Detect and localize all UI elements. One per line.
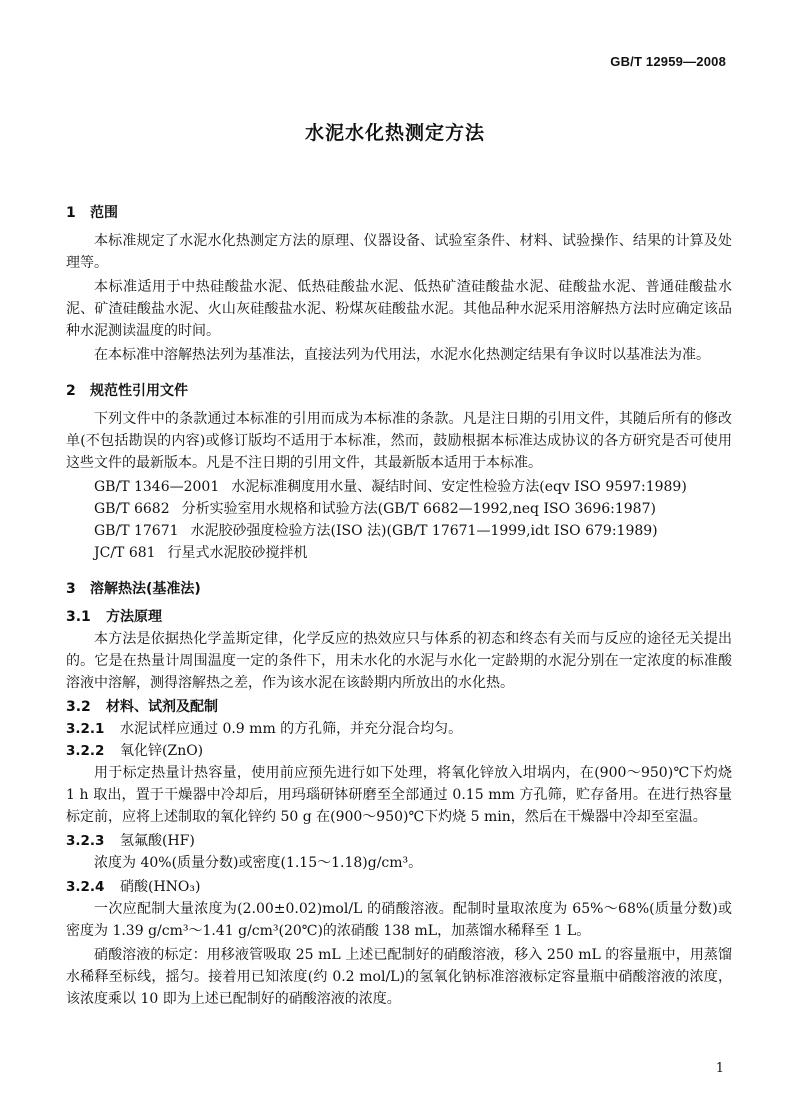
subsection-3-1-heading: [66, 606, 732, 628]
section-number: 2: [66, 383, 76, 399]
clause-3-2-2-heading: [66, 740, 732, 762]
paragraph: 用于标定热量计热容量，使用前应预先进行如下处理，将氧化锌放入坩埚内，在(900～950)℃下灼烧 1 h 取出，置于干燥器中冷却后，用玛瑙研钵研磨至全部通过 0.15 mm 方孔筛，贮存备用。在进行热容量标定前，应将上述制取的氧化锌约 50 g 在(900～950)℃下灼烧 5 min，然后在干燥器中冷却至室温。: [66, 765, 732, 825]
paragraph: 本标准规定了水泥水化热测定方法的原理、仪器设备、试验室条件、材料、试验操作、结果的计算及处理等。: [66, 233, 732, 271]
section-1-heading: [66, 202, 732, 224]
subsection-number: 3.2: [66, 699, 91, 715]
section-title: 溶解热法(基准法): [90, 581, 201, 597]
paragraph: 本标准适用于中热硅酸盐水泥、低热硅酸盐水泥、低热矿渣硅酸盐水泥、硅酸盐水泥、普通硅酸盐水泥、矿渣硅酸盐水泥、火山灰硅酸盐水泥、粉煤灰硅酸盐水泥。其他品种水泥采用溶解热方法时应确定该品种水泥测读温度的时间。: [66, 279, 732, 339]
subsection-number: 3.1: [66, 609, 91, 625]
reference-code: GB/T 17671: [94, 523, 179, 539]
reference-item: [66, 542, 732, 564]
clause-3-2-3-heading: [66, 830, 732, 852]
section-number: 1: [66, 205, 76, 221]
subsection-title: 方法原理: [106, 609, 162, 625]
clause-3-2-1: [66, 718, 732, 740]
clause-number: 3.2.1: [66, 721, 105, 737]
reference-code: GB/T 1346—2001: [94, 479, 220, 495]
reference-title: 水泥标准稠度用水量、凝结时间、安定性检验方法(eqv ISO 9597:1989): [231, 479, 687, 495]
reference-code: JC/T 681: [94, 545, 156, 561]
subsection-title: 材料、试剂及配制: [106, 699, 218, 715]
section-title: 规范性引用文件: [90, 383, 188, 399]
subsection-3-2-heading: [66, 696, 732, 718]
paragraph: 硝酸溶液的标定：用移液管吸取 25 mL 上述已配制好的硝酸溶液，移入 250 mL 的容量瓶中，用蒸馏水稀释至标线，摇匀。接着用已知浓度(约 0.2 mol/L)的氢氧化钠标准溶液标定容量瓶中硝酸溶液的浓度，该浓度乘以 10 即为上述已配制好的硝酸溶液的浓度。: [66, 947, 732, 1007]
section-3-heading: [66, 578, 732, 600]
clause-3-2-4-heading: [66, 876, 732, 898]
paragraph: 浓度为 40%(质量分数)或密度(1.15～1.18)g/cm³。: [94, 855, 423, 871]
clause-number: 3.2.4: [66, 879, 105, 895]
standard-code: GB/T 12959—2008: [610, 54, 726, 69]
reference-title: 行星式水泥胶砂搅拌机: [167, 545, 308, 561]
paragraph: 在本标准中溶解热法列为基准法，直接法列为代用法，水泥水化热测定结果有争议时以基准法为准。: [94, 347, 710, 363]
reference-item: [66, 520, 732, 542]
document-title: 水泥水化热测定方法: [304, 122, 485, 144]
page-number: 1: [715, 1061, 724, 1076]
reference-item: [66, 476, 732, 498]
clause-title: 氧化锌(ZnO): [120, 743, 204, 759]
clause-number: 3.2.2: [66, 743, 105, 759]
clause-text: 水泥试样应通过 0.9 mm 的方孔筛，并充分混合均匀。: [120, 721, 463, 737]
reference-code: GB/T 6682: [94, 501, 170, 517]
section-2-heading: [66, 380, 732, 402]
section-number: 3: [66, 581, 76, 597]
clause-title: 硝酸(HNO₃): [120, 879, 201, 895]
reference-item: [66, 498, 732, 520]
reference-title: 分析实验室用水规格和试验方法(GB/T 6682—1992,neq ISO 3696:1987): [181, 501, 656, 517]
reference-title: 水泥胶砂强度检验方法(ISO 法)(GB/T 17671—1999,idt ISO 679:1989): [190, 523, 658, 539]
clause-number: 3.2.3: [66, 833, 105, 849]
paragraph: 一次应配制大量浓度为(2.00±0.02)mol/L 的硝酸溶液。配制时量取浓度为 65%～68%(质量分数)或密度为 1.39 g/cm³～1.41 g/cm³(20℃)的浓硝酸 138 mL，加蒸馏水稀释至 1 L。: [66, 901, 732, 939]
document-body: [66, 192, 732, 1012]
paragraph: 下列文件中的条款通过本标准的引用而成为本标准的条款。凡是注日期的引用文件，其随后所有的修改单(不包括勘误的内容)或修订版均不适用于本标准，然而，鼓励根据本标准达成协议的各方研究是否可使用这些文件的最新版本。凡是不注日期的引用文件，其最新版本适用于本标准。: [66, 411, 732, 471]
paragraph: 本方法是依据热化学盖斯定律，化学反应的热效应只与体系的初态和终态有关而与反应的途径无关提出的。它是在热量计周围温度一定的条件下，用未水化的水泥与水化一定龄期的水泥分别在一定浓度的标准酸溶液中溶解，测得溶解热之差，作为该水泥在该龄期内所放出的水化热。: [66, 631, 732, 691]
section-title: 范围: [90, 205, 118, 221]
clause-title: 氢氟酸(HF): [120, 833, 195, 849]
